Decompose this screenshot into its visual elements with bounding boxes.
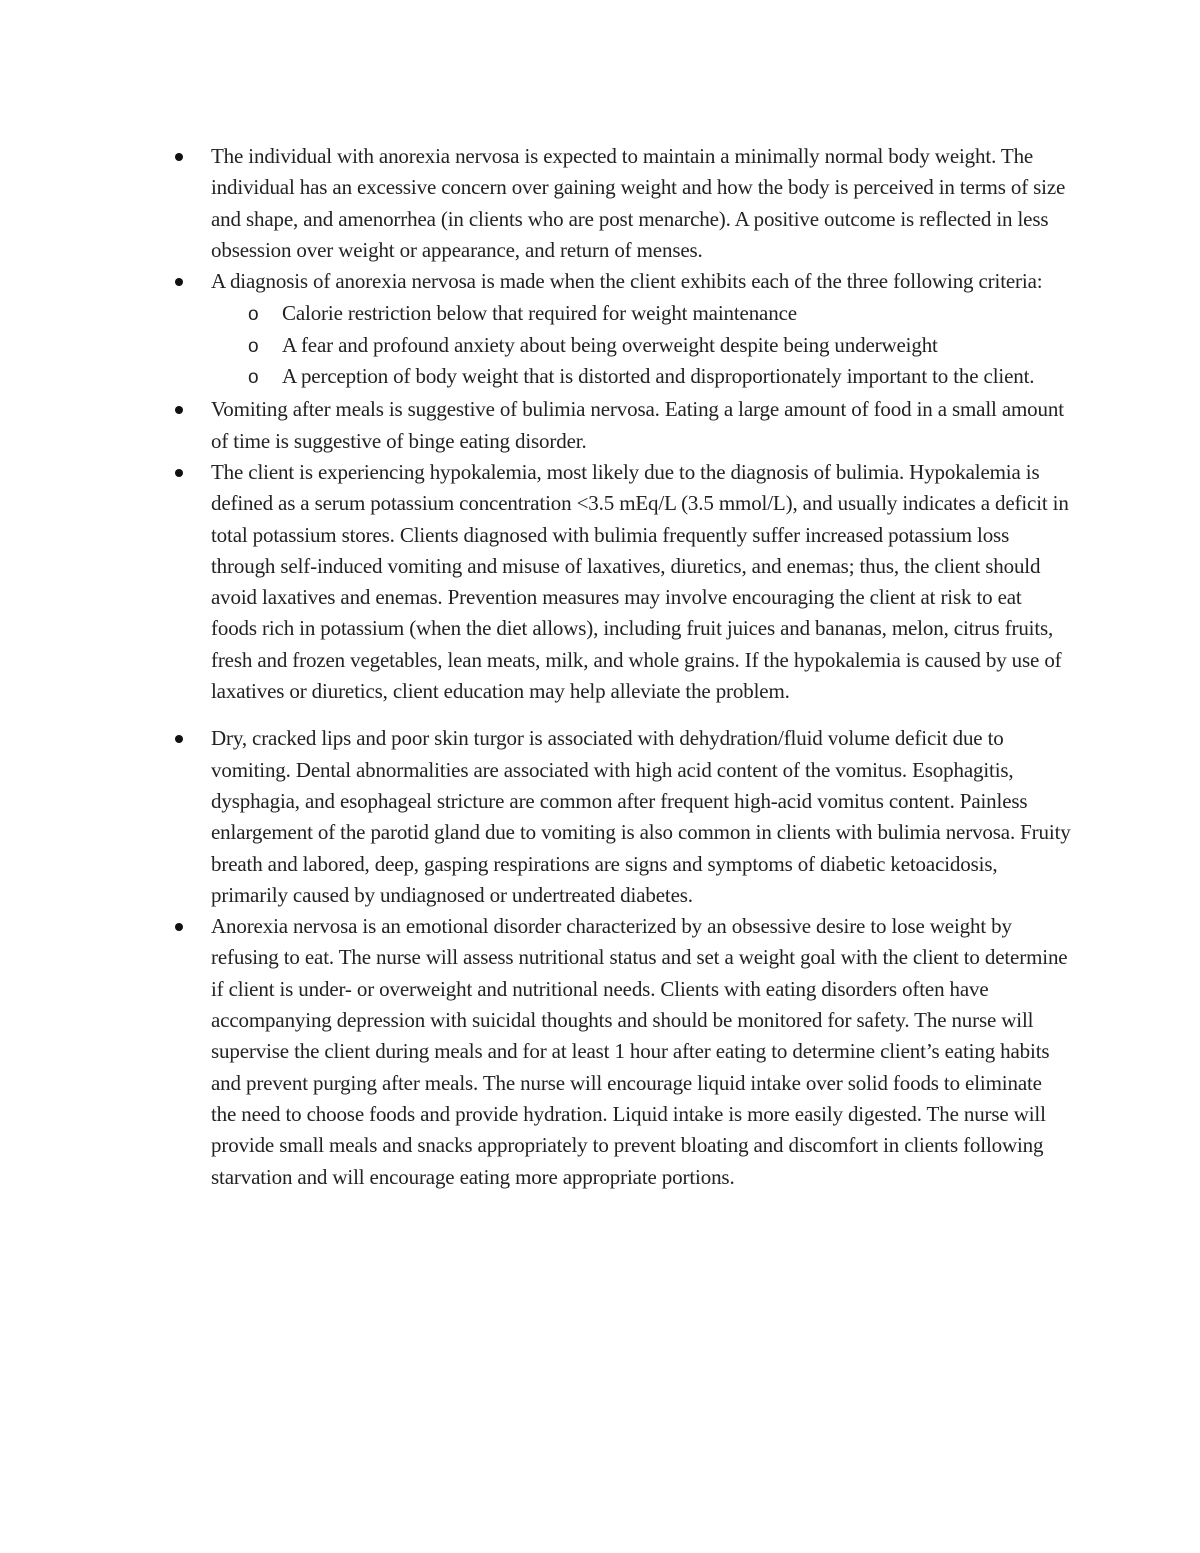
bullet-dot-icon [175, 406, 183, 414]
document-body [211, 141, 1071, 1193]
bullet-dot-icon [175, 153, 183, 161]
bullet-text: Anorexia nervosa is an emotional disorder characterized by an obsessive desire to lose weight by refusing to eat. The nurse will assess nutritional status and set a weight goal with the client to determine if client is under- or overweight and nutritional needs. Clients with eating disorders often have accompanying depression with suicidal thoughts and should be monitored for safety. The nurse will supervise the client during meals and for at least 1 hour after eating to determine client’s eating habits and prevent purging after meals. The nurse will encourage liquid intake over solid foods to eliminate the need to choose foods and provide hydration. Liquid intake is more easily digested. The nurse will provide small meals and snacks appropriately to prevent bloating and discomfort in clients following starvation and will encourage eating more appropriate portions. [211, 914, 1068, 1189]
bullet-text: The individual with anorexia nervosa is expected to maintain a minimally normal body weight. The individual has an excessive concern over gaining weight and how the body is perceived in terms of size and shape, and amenorrhea (in clients who are post menarche). A positive outcome is reflected in less obsession over weight or appearance, and return of menses. [211, 144, 1066, 262]
bullet-list [211, 141, 1071, 1193]
bullet-text: The client is experiencing hypokalemia, most likely due to the diagnosis of bulimia. Hypokalemia is defined as a serum potassium concentration <3.5 mEq/L (3.5 mmol/L), and usually indicates a deficit in total potassium stores. Clients diagnosed with bulimia frequently suffer increased potassium loss through self-induced vomiting and misuse of laxatives, diuretics, and enemas; thus, the client should avoid laxatives and enemas. Prevention measures may involve encouraging the client at risk to eat foods rich in potassium (when the diet allows), including fruit juices and bananas, melon, citrus fruits, fresh and frozen vegetables, lean meats, milk, and whole grains. If the hypokalemia is caused by use of laxatives or diuretics, client education may help alleviate the problem. [211, 459, 1069, 704]
sub-bullet-marker: o [248, 304, 259, 326]
bullet-item-5 [211, 723, 1071, 911]
sub-item-text: A fear and profound anxiety about being overweight despite being underweight [282, 332, 938, 357]
sub-item-1 [248, 298, 1071, 329]
bullet-item-1 [211, 141, 1071, 266]
sub-item-2 [248, 330, 1071, 361]
sub-list [211, 298, 1071, 392]
sub-bullet-marker: o [248, 335, 259, 357]
sub-item-3 [248, 361, 1071, 392]
bullet-text: A diagnosis of anorexia nervosa is made when the client exhibits each of the three following criteria: [211, 269, 1043, 294]
bullet-item-6 [211, 911, 1071, 1193]
bullet-dot-icon [175, 469, 183, 477]
bullet-dot-icon [175, 278, 183, 286]
sub-item-text: Calorie restriction below that required for weight maintenance [282, 301, 797, 326]
sub-bullet-marker: o [248, 367, 259, 389]
bullet-item-3 [211, 394, 1071, 457]
sub-item-text: A perception of body weight that is distorted and disproportionately important to the client. [282, 364, 1035, 389]
bullet-item-2 [211, 266, 1071, 392]
bullet-item-4 [211, 457, 1071, 707]
bullet-text: Dry, cracked lips and poor skin turgor is associated with dehydration/fluid volume deficit due to vomiting. Dental abnormalities are associated with high acid content of the vomitus. Esophagitis, dysphagia, and esophageal stricture are common after frequent high-acid vomitus content. Painless enlargement of the parotid gland due to vomiting is also common in clients with bulimia nervosa. Fruity breath and labored, deep, gasping respirations are signs and symptoms of diabetic ketoacidosis, primarily caused by undiagnosed or undertreated diabetes. [211, 726, 1071, 907]
bullet-text: Vomiting after meals is suggestive of bulimia nervosa. Eating a large amount of food in a small amount of time is suggestive of binge eating disorder. [211, 397, 1064, 453]
bullet-dot-icon [175, 735, 183, 743]
bullet-dot-icon [175, 923, 183, 931]
